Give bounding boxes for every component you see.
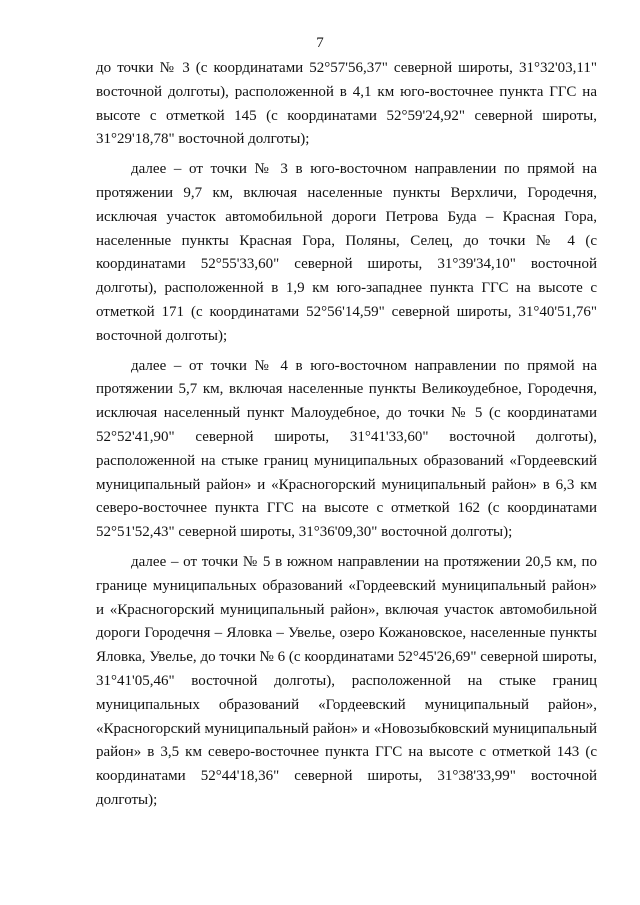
paragraph-point-5-to-6: далее – от точки № 5 в южном направлении на протяжении 20,5 км, по границе муниципальных образований «Гордеевский муниципальный район» и «Красногорский муниципальный район», включая участок автомобильной дороги Городечня – Яловка – Увелье, озеро Кожановское, населенные пункты Яловка, Увелье, до точки № 6 (с координатами 52°45'26,69" северной широты, 31°41'05,46" восточной долготы), расположенной на стыке границ муниципальных образований «Гордеевский муниципальный район», «Красногорский муниципальный район» и «Новозыбковский муниципальный район» в 3,5 км северо-восточнее пункта ГГС на высоте с отметкой 143 (с координатами 52°44'18,36" северной широты, 31°38'33,99" восточной долготы); (96, 553, 597, 808)
paragraph-point-3-continuation: до точки № 3 (с координатами 52°57'56,37" северной широты, 31°32'03,11" восточной долготы), расположенной в 4,1 км юго-восточнее пункта ГГС на высоте с отметкой 145 (с координатами 52°59'24,92" северной широты, 31°29'18,78" восточной долготы); (96, 60, 597, 148)
paragraph-point-3-to-4: далее – от точки № 3 в юго-восточном направлении по прямой на протяжении 9,7 км, включая населенные пункты Верхличи, Городечня, исключая участок автомобильной дороги Петрова Буда – Красная Гора, населенные пункты Красная Гора, Поляны, Селец, до точки № 4 (с координатами 52°55'33,60" северной широты, 31°39'34,10" восточной долготы), расположенной в 1,9 км юго-западнее пункта ГГС на высоте с отметкой 171 (с координатами 52°56'14,59" северной широты, 31°40'51,76" восточной долготы); (96, 161, 597, 344)
paragraph-point-4-to-5: далее – от точки № 4 в юго-восточном направлении по прямой на протяжении 5,7 км, включая населенные пункты Великоудебное, Городечня, исключая населенный пункт Малоудебное, до точки № 5 (с координатами 52°52'41,90" северной широты, 31°41'33,60" восточной долготы), расположенной на стыке границ муниципальных образований «Гордеевский муниципальный район» и «Красногорский муниципальный район» в 6,3 км северо-восточнее пункта ГГС на высоте с отметкой 162 (с координатами 52°51'52,43" северной широты, 31°36'09,30" восточной долготы); (96, 357, 597, 541)
document-body (96, 57, 597, 813)
page-number: 7 (316, 35, 324, 51)
